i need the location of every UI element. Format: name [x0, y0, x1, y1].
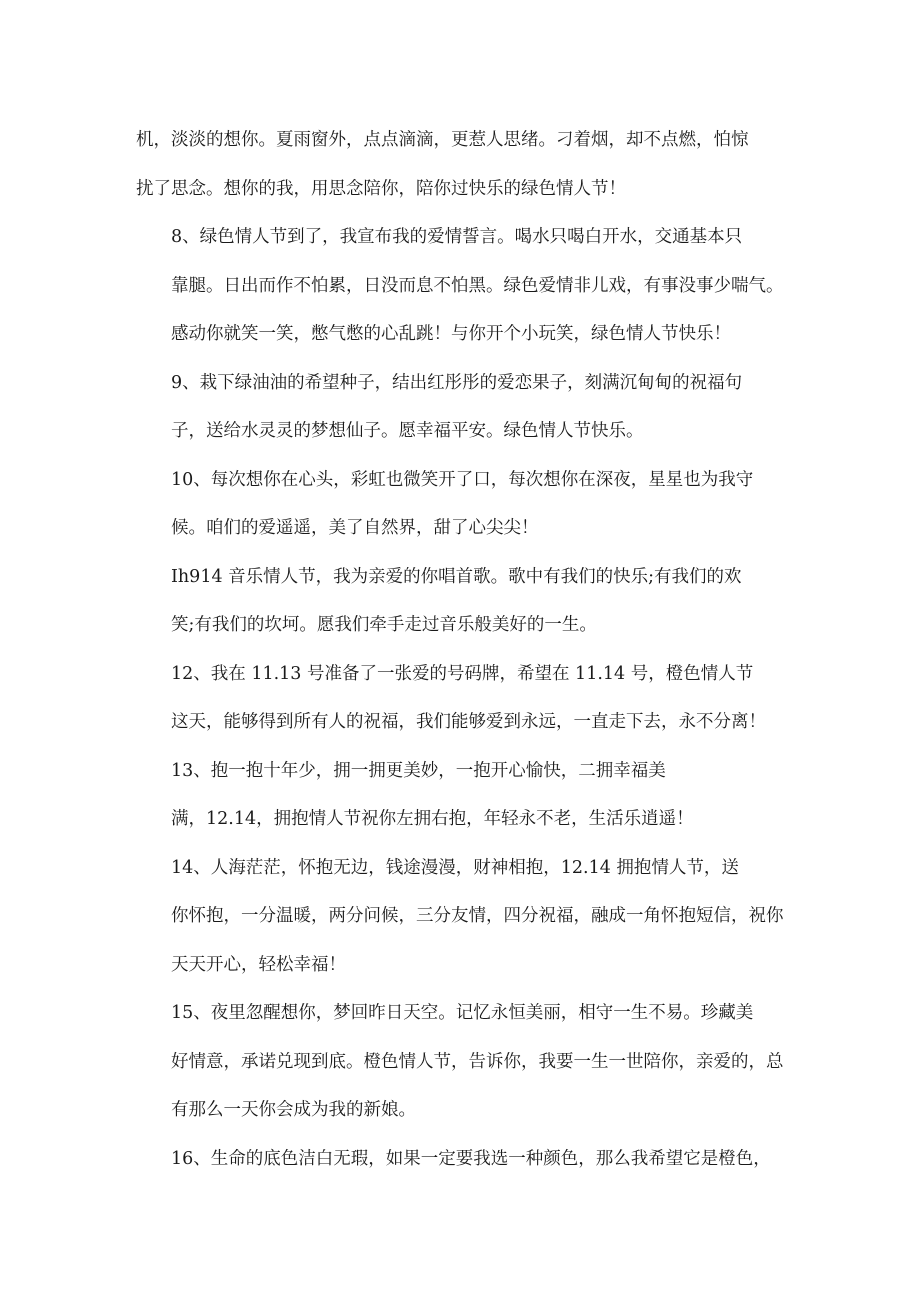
text-line: 候。咱们的爱遥遥，美了自然界，甜了心尖尖！ [171, 518, 539, 538]
paragraph [136, 553, 788, 650]
text-line: 15、夜里忽醒想你，梦回昨日天空。记忆永恒美丽，相守一生不易。珍藏美 [171, 1003, 754, 1023]
text-line: 12、我在 11.13 号准备了一张爱的号码牌，希望在 11.14 号，橙色情人节 [171, 663, 754, 684]
paragraph [136, 1135, 788, 1184]
text-line: 有那么一天你会成为我的新娘。 [171, 1100, 416, 1120]
text-line: 感动你就笑一笑，憋气憋的心乱跳！与你开个小玩笑，绿色情人节快乐！ [171, 324, 731, 344]
text-line: 8、绿色情人节到了，我宣布我的爱情誓言。喝水只喝白开水，交通基本只 [171, 227, 743, 247]
text-line: 你怀抱，一分温暖，两分问候，三分友情，四分祝福，融成一角怀抱短信，祝你 [171, 906, 784, 926]
text-line: 这天，能够得到所有人的祝福，我们能够爱到永远，一直走下去，永不分离！ [171, 712, 766, 732]
paragraph [136, 650, 788, 747]
paragraph [136, 213, 788, 359]
paragraph [136, 844, 788, 990]
text-line: 靠腿。日出而作不怕累，日没而息不怕黑。绿色爱情非儿戏，有事没事少喘气。 [171, 275, 784, 296]
text-line: 满，12.14，拥抱情人节祝你左拥右抱，年轻永不老，生活乐逍遥！ [171, 809, 694, 829]
paragraph [136, 359, 788, 456]
text-line: Ih914 音乐情人节，我为亲爱的你唱首歌。歌中有我们的快乐;有我们的欢 [171, 566, 742, 587]
paragraph [136, 116, 788, 213]
text-line: 10、每次想你在心头，彩虹也微笑开了口，每次想你在深夜，星星也为我守 [171, 469, 754, 490]
paragraph [136, 989, 788, 1135]
text-line: 好情意，承诺兑现到底。橙色情人节，告诉你，我要一生一世陪你，亲爱的，总 [171, 1051, 784, 1072]
text-line: 子，送给水灵灵的梦想仙子。愿幸福平安。绿色情人节快乐。 [171, 421, 644, 441]
paragraph [136, 456, 788, 553]
text-line: 扰了思念。想你的我，用思念陪你，陪你过快乐的绿色情人节！ [136, 178, 626, 199]
text-line: 天天开心，轻松幸福！ [171, 954, 346, 975]
text-line: 14、人海茫茫，怀抱无边，钱途漫漫，财神相抱，12.14 拥抱情人节，送 [171, 857, 739, 878]
text-line: 16、生命的底色洁白无瑕，如果一定要我选一种颜色，那么我希望它是橙色， [171, 1148, 771, 1169]
text-line: 13、抱一抱十年少，拥一拥更美妙，一抱开心愉快，二拥幸福美 [171, 760, 666, 781]
text-line: 笑;有我们的坎坷。愿我们牵手走过音乐般美好的一生。 [171, 615, 597, 635]
text-line: 机，淡淡的想你。夏雨窗外，点点滴滴，更惹人思绪。刁着烟，却不点燃，怕惊 [136, 130, 749, 150]
text-line: 9、栽下绿油油的希望种子，结出红彤彤的爱恋果子，刻满沉甸甸的祝福句 [171, 372, 743, 393]
paragraph [136, 747, 788, 844]
document-body [136, 116, 788, 1183]
